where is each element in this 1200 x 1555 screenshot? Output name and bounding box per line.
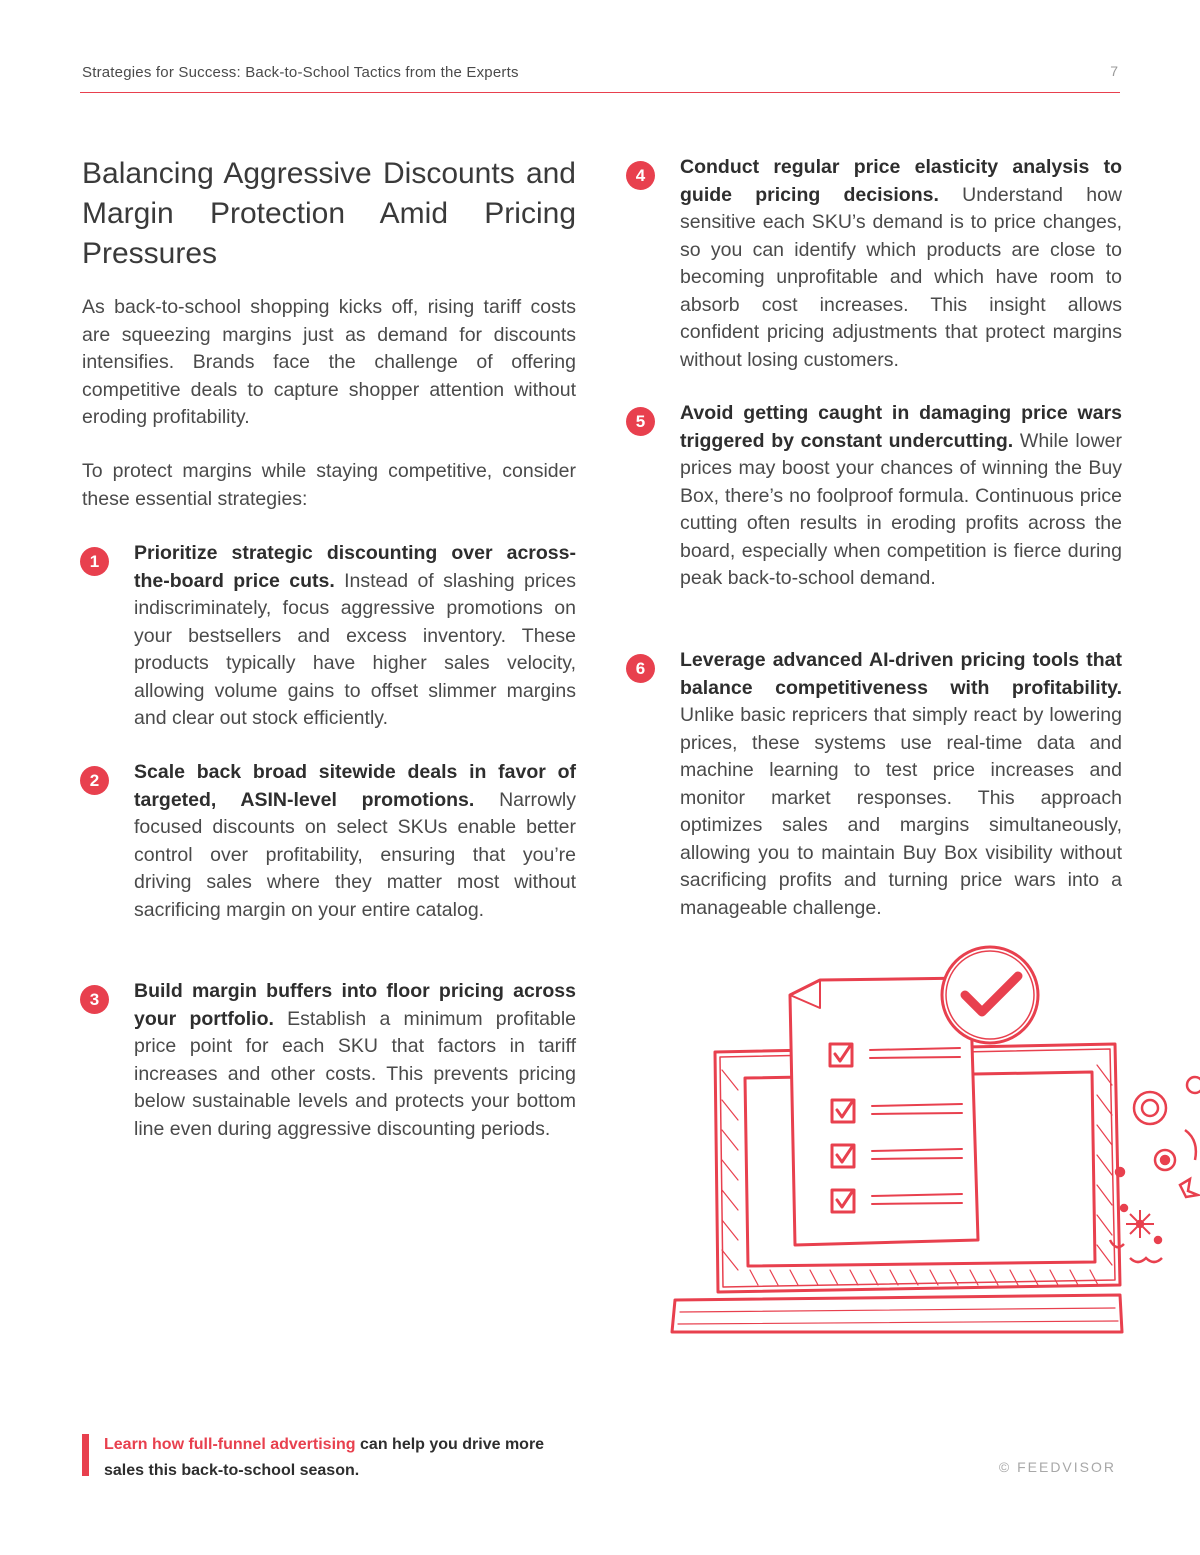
strategy-title: Leverage advanced AI-driven pricing tools that balance competitiveness with profitability. (680, 649, 1122, 699)
strategy-body: Unlike basic repricers that simply react by lowering prices, these systems use real-time data and machine learning to test price increases and monitor market responses. This approach optimizes sales and margins simultaneously, allowing you to maintain Buy Box visibility without sacrificing profits and turning price wars into a manageable challenge. (680, 704, 1122, 919)
strategy-number-badge: 5 (626, 407, 655, 436)
callout-text: can help you drive more sales this back-to-school season. (104, 1436, 545, 1479)
laptop-base (672, 1295, 1122, 1332)
strategy-body: Understand how sensitive each SKU’s demand is to price changes, so you can identify which products are close to becoming unprofitable and which have room to absorb cost increases. This insight allows confident pricing adjustments that protect margins without losing customers. (680, 183, 1122, 371)
strategy-body: Narrowly focused discounts on select SKUs enable better control over profitability, ensuring that you’re driving sales where they matter most without sacrificing margin on your entire catalog. (134, 788, 576, 921)
header-divider (80, 92, 1120, 93)
strategy-number-badge: 3 (80, 985, 109, 1014)
strategy-title: Build margin buffers into floor pricing across your portfolio. (134, 980, 576, 1030)
strategy-item-3 (89, 978, 576, 1143)
strategy-number-badge: 1 (80, 547, 109, 576)
laptop-checklist-illustration (660, 940, 1200, 1340)
strategy-body: Instead of slashing prices indiscriminately, focus aggressive promotions on your bestsellers and excess inventory. These products typically have higher sales velocity, allowing volume gains to offset slimmer margins and clear out stock efficiently. (134, 569, 576, 729)
decorative-doodles (1110, 1077, 1200, 1262)
section-heading: Balancing Aggressive Discounts and Margin Protection Amid Pricing Pressures (82, 157, 576, 270)
strategy-item-1 (89, 540, 576, 733)
strategy-number-badge: 2 (80, 766, 109, 795)
copyright-notice: © FEEDVISOR (998, 1459, 1116, 1475)
strategy-body: While lower prices may boost your chances of winning the Buy Box, there’s no foolproof formula. Continuous price cutting often results in eroding profits across the board, especially when competition is fierce during peak back-to-school demand. (680, 429, 1122, 589)
strategy-title: Avoid getting caught in damaging price wars triggered by constant undercutting. (680, 402, 1122, 452)
strategy-item-5 (635, 400, 1122, 593)
page-number: 7 (1110, 63, 1118, 79)
strategy-item-4 (635, 154, 1122, 374)
strategy-number-badge: 4 (626, 161, 655, 190)
strategy-title: Conduct regular price elasticity analysis to guide pricing decisions. (680, 156, 1122, 206)
full-funnel-advertising-link[interactable]: Learn how full-funnel advertising (104, 1436, 356, 1453)
strategy-item-2 (89, 759, 576, 924)
running-header-title: Strategies for Success: Back-to-School Tactics from the Experts (82, 64, 519, 81)
strategy-body: Establish a minimum profitable price point for each SKU that factors in tariff increases and other costs. This prevents pricing below sustainable levels and protects your bottom line even during aggressive discounting periods. (134, 1007, 576, 1140)
check-badge (942, 947, 1038, 1043)
strategy-title: Scale back broad sitewide deals in favor of targeted, ASIN-level promotions. (134, 761, 576, 811)
cta-callout (104, 1432, 564, 1484)
lead-in-paragraph: To protect margins while staying competitive, consider these essential strategies: (82, 460, 576, 510)
strategy-item-6 (635, 647, 1122, 922)
callout-accent-bar (82, 1434, 89, 1476)
strategy-number-badge: 6 (626, 654, 655, 683)
strategy-title: Prioritize strategic discounting over across-the-board price cuts. (134, 542, 576, 592)
intro-paragraph: As back-to-school shopping kicks off, rising tariff costs are squeezing margins just as demand for discounts intensifies. Brands face the challenge of offering competitive deals to capture shopper attention without eroding profitability. (82, 296, 576, 428)
